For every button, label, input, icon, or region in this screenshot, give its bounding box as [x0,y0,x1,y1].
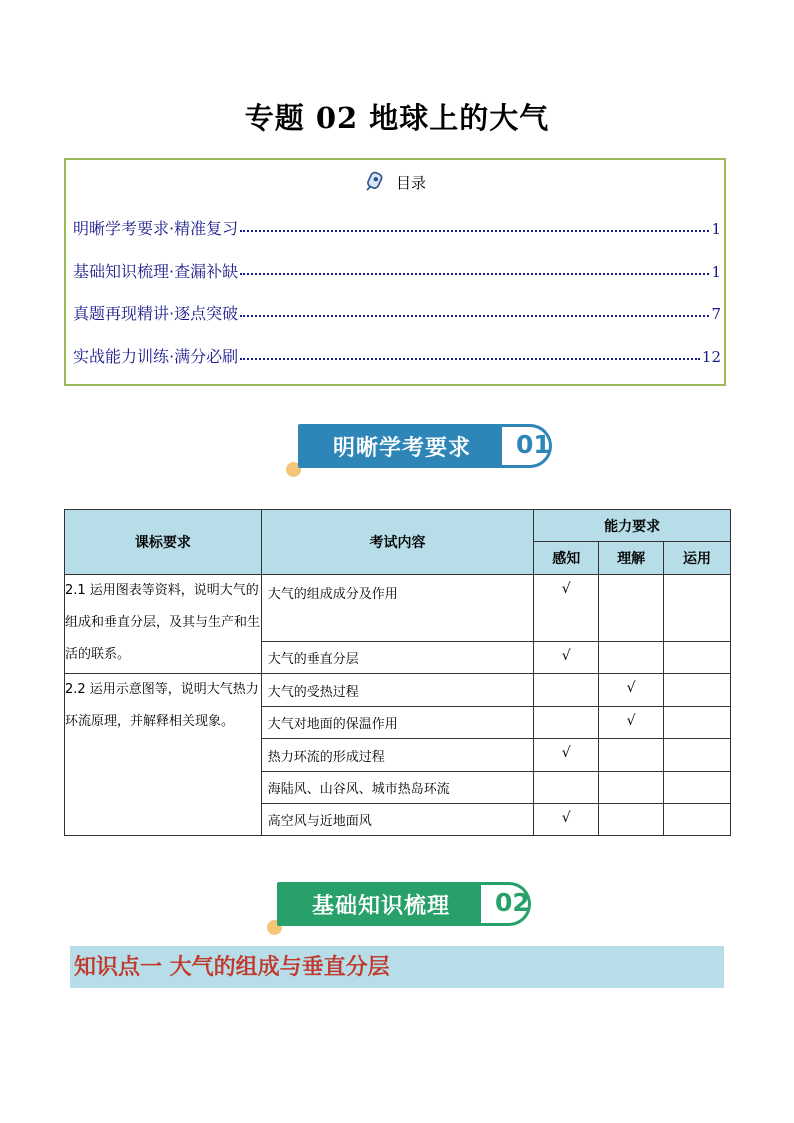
toc-item[interactable] [73,301,721,324]
perceive-cell: √ [534,804,599,836]
table-row [65,575,731,642]
content-cell: 海陆风、山谷风、城市热岛环流 [261,772,534,804]
header-requirement: 课标要求 [65,510,262,575]
understand-cell: √ [599,707,664,739]
perceive-cell: √ [534,575,599,642]
content-cell: 热力环流的形成过程 [261,739,534,772]
apply-cell [664,674,731,707]
toc-item-page: 12 [701,348,721,366]
toc-item-label: 真题再现精讲·逐点突破 [73,304,239,323]
content-cell: 大气的受热过程 [261,674,534,707]
perceive-cell [534,772,599,804]
perceive-cell [534,674,599,707]
understand-cell [599,739,664,772]
apply-cell [664,642,731,674]
section-heading: 知识点一 大气的组成与垂直分层 [70,946,724,988]
perceive-cell [534,707,599,739]
banner-number: 02 [495,888,530,917]
toc-item-page: 7 [711,305,721,323]
apply-cell [664,772,731,804]
apply-cell [664,575,731,642]
understand-cell [599,804,664,836]
content-cell: 大气的组成成分及作用 [261,575,534,642]
toc-item-page: 1 [711,263,721,281]
understand-cell: √ [599,674,664,707]
toc-item-label: 明晰学考要求·精准复习 [73,219,239,238]
perceive-cell: √ [534,739,599,772]
perceive-cell: √ [534,642,599,674]
section-banner-01 [284,424,554,476]
header-ability: 能力要求 [534,510,731,542]
header-apply: 运用 [664,542,731,575]
requirements-table [64,509,731,836]
understand-cell [599,642,664,674]
header-understand: 理解 [599,542,664,575]
toc-heading [66,170,724,193]
toc-heading-label: 目录 [395,174,426,192]
apply-cell [664,739,731,772]
table-of-contents [64,158,726,386]
header-content: 考试内容 [261,510,534,575]
understand-cell [599,772,664,804]
table-row [65,674,731,707]
apply-cell [664,707,731,739]
requirement-cell: 2.1 运用图表等资料，说明大气的组成和垂直分层，及其与生产和生活的联系。 [65,575,262,674]
apply-cell [664,804,731,836]
content-cell: 高空风与近地面风 [261,804,534,836]
toc-item-page: 1 [711,220,721,238]
toc-leader [240,358,700,360]
toc-item[interactable] [73,216,721,239]
toc-item-label: 基础知识梳理·查漏补缺 [73,262,239,281]
understand-cell [599,575,664,642]
toc-leader [240,230,709,232]
toc-item-label: 实战能力训练·满分必刷 [73,347,239,366]
paperclip-icon [364,170,386,192]
requirement-cell: 2.2 运用示意图等，说明大气热力环流原理，并解释相关现象。 [65,674,262,836]
content-cell: 大气对地面的保温作用 [261,707,534,739]
content-cell: 大气的垂直分层 [261,642,534,674]
header-perceive: 感知 [534,542,599,575]
page-title: 专题 02 地球上的大气 [244,101,550,135]
banner-number: 01 [516,430,551,459]
banner-label: 基础知识梳理 [277,882,485,926]
section-banner-02 [265,882,535,934]
toc-leader [240,315,709,317]
toc-leader [240,273,709,275]
toc-item[interactable] [73,344,721,367]
banner-label: 明晰学考要求 [298,424,506,468]
toc-item[interactable] [73,259,721,282]
